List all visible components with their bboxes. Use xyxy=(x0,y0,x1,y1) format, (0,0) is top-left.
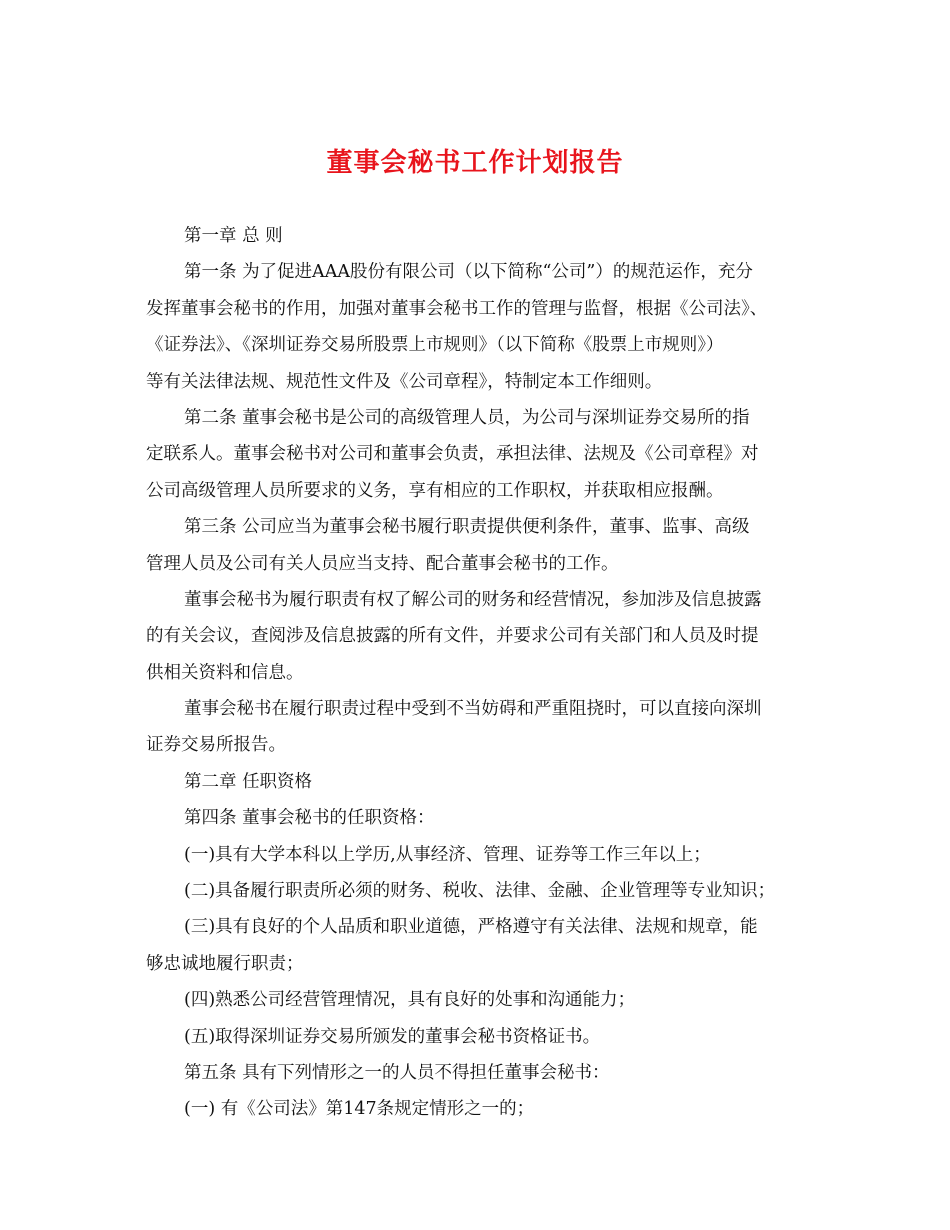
text-line: 等有关法律法规、规范性文件及《公司章程》，特制定本工作细则。 xyxy=(146,371,663,392)
text-line: 第一章 总 则 xyxy=(184,226,283,246)
text-line: 第三条 公司应当为董事会秘书履行职责提供便利条件，董事、监事、高级 xyxy=(184,517,750,538)
text-line: 第一条 为了促进AAA股份有限公司（以下简称“公司”）的规范运作，充分 xyxy=(184,262,753,283)
text-line: 第二条 董事会秘书是公司的高级管理人员，为公司与深圳证券交易所的指 xyxy=(184,407,750,428)
text-line: 发挥董事会秘书的作用，加强对董事会秘书工作的管理与监督，根据《公司法》、 xyxy=(146,298,768,319)
text-line: 管理人员及公司有关人员应当支持、配合董事会秘书的工作。 xyxy=(146,553,619,574)
text-line: 《证券法》、《深圳证券交易所股票上市规则》（以下简称《股票上市规则》） xyxy=(146,335,724,356)
text-line: 证券交易所报告。 xyxy=(146,735,286,756)
text-line: 董事会秘书为履行职责有权了解公司的财务和经营情况，参加涉及信息披露 xyxy=(184,589,762,610)
text-line: 第五条 具有下列情形之一的人员不得担任董事会秘书： xyxy=(184,1062,610,1083)
text-line: (五)取得深圳证券交易所颁发的董事会秘书资格证书。 xyxy=(184,1026,601,1047)
text-line: 够忠诚地履行职责； xyxy=(146,953,304,974)
text-line: (一) 有《公司法》第147条规定情形之一的； xyxy=(184,1099,535,1120)
document-body xyxy=(146,218,826,1128)
text-line: 供相关资料和信息。 xyxy=(146,662,304,683)
document-title: 董事会秘书工作计划报告 xyxy=(326,148,624,178)
text-line: (一)具有大学本科以上学历,从事经济、管理、证券等工作三年以上； xyxy=(184,844,711,865)
text-line: 董事会秘书在履行职责过程中受到不当妨碍和严重阻挠时，可以直接向深圳 xyxy=(184,699,762,720)
text-line: 第四条 董事会秘书的任职资格： xyxy=(184,808,435,829)
text-line: 公司高级管理人员所要求的义务，享有相应的工作职权，并获取相应报酬。 xyxy=(146,480,724,501)
text-line: (四)熟悉公司经营管理情况，具有良好的处事和沟通能力； xyxy=(184,990,636,1011)
text-line: (二)具备履行职责所必须的财务、税收、法律、金融、企业管理等专业知识； xyxy=(184,881,776,902)
text-line: 的有关会议，查阅涉及信息披露的所有文件，并要求公司有关部门和人员及时提 xyxy=(146,626,759,647)
text-line: (三)具有良好的个人品质和职业道德，严格遵守有关法律、法规和规章，能 xyxy=(184,917,758,938)
text-line: 定联系人。董事会秘书对公司和董事会负责，承担法律、法规及《公司章程》对 xyxy=(146,444,759,465)
text-line: 第二章 任职资格 xyxy=(184,771,313,792)
